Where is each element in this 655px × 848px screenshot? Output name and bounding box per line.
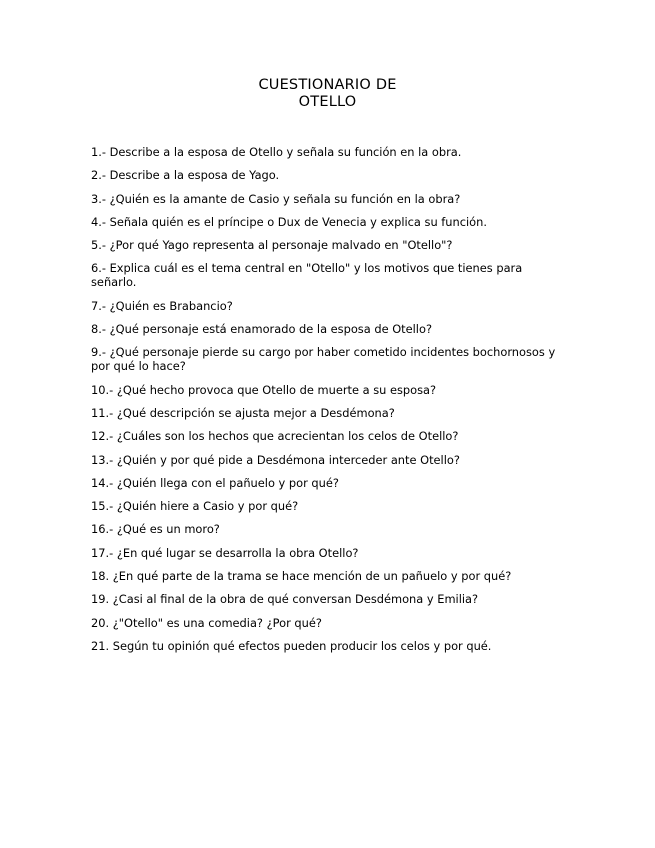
- question-item: 13.- ¿Quién y por qué pide a Desdémona interceder ante Otello?: [91, 452, 460, 467]
- question-item: 4.- Señala quién es el príncipe o Dux de Venecia y explica su función.: [91, 214, 487, 229]
- question-item: 1.- Describe a la esposa de Otello y señala su función en la obra.: [91, 145, 462, 159]
- question-item: 21. Según tu opinión qué efectos pueden producir los celos y por qué.: [91, 638, 492, 653]
- title-line-1: CUESTIONARIO DE: [258, 77, 397, 93]
- question-item: 17.- ¿En qué lugar se desarrolla la obra Otello?: [91, 545, 359, 560]
- question-item: 14.- ¿Quién llega con el pañuelo y por qué?: [91, 475, 339, 490]
- question-item: 3.- ¿Quién es la amante de Casio y señala su función en la obra?: [91, 191, 461, 206]
- question-item: 16.- ¿Qué es un moro?: [91, 522, 220, 537]
- question-item: 6.- Explica cuál es el tema central en "Otello" y los motivos que tienes para señarlo.: [91, 261, 523, 290]
- question-item: 12.- ¿Cuáles son los hechos que acrecientan los celos de Otello?: [91, 429, 459, 444]
- question-item: 10.- ¿Qué hecho provoca que Otello de muerte a su esposa?: [91, 382, 437, 397]
- question-item: 9.- ¿Qué personaje pierde su cargo por haber cometido incidentes bochornosos y por qué lo hace?: [91, 345, 556, 374]
- question-item: 11.- ¿Qué descripción se ajusta mejor a Desdémona?: [91, 405, 395, 420]
- question-item: 15.- ¿Quién hiere a Casio y por qué?: [91, 499, 299, 514]
- question-item: 2.- Describe a la esposa de Yago.: [91, 168, 280, 183]
- question-item: 18. ¿En qué parte de la trama se hace mención de un pañuelo y por qué?: [91, 569, 512, 584]
- question-item: 7.- ¿Quién es Brabancio?: [91, 298, 233, 313]
- question-item: 19. ¿Casi al final de la obra de qué conversan Desdémona y Emilia?: [91, 592, 479, 607]
- question-list: [91, 145, 571, 662]
- question-item: 20. ¿"Otello" es una comedia? ¿Por qué?: [91, 615, 322, 630]
- title-line-2: OTELLO: [298, 94, 357, 110]
- page-title: [0, 77, 655, 111]
- question-item: 5.- ¿Por qué Yago representa al personaje malvado en "Otello"?: [91, 238, 453, 253]
- question-item: 8.- ¿Qué personaje está enamorado de la esposa de Otello?: [91, 322, 432, 337]
